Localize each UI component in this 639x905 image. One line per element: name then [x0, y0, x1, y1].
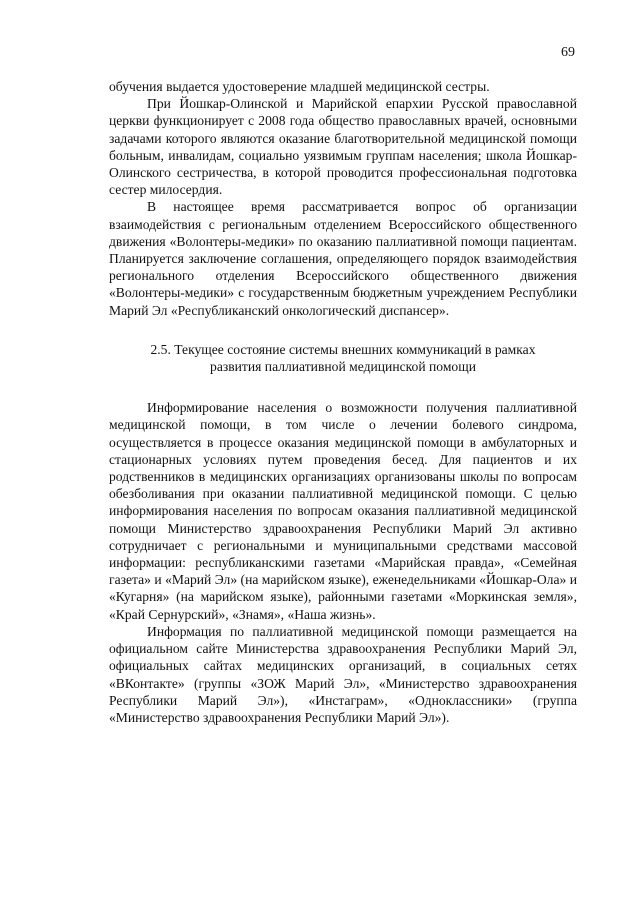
paragraph: При Йошкар-Олинской и Марийской епархии Русской православной церкви функционирует с 2008 года общество православных врачей, основными задачами которого являются оказание благотворительной медицинской помощи больным, инвалидам, социально уязвимым группам населения; школа Йошкар-Олинского сестричества, в которой проводится профессиональная подготовка сестер милосердия.	[109, 96, 577, 198]
section-heading	[109, 341, 577, 375]
paragraph: Информация по паллиативной медицинской помощи размещается на официальном сайте Министерства здравоохранения Республики Марий Эл, официальных сайтах медицинских организаций, в социальных сетях «ВКонтакте» (группы «ЗОЖ Марий Эл», «Министерство здравоохранения Республики Марий Эл»), «Инстаграм», «Одноклассники» (группа «Министерство здравоохранения Республики Марий Эл»).	[109, 623, 577, 725]
section-heading-line: 2.5. Текущее состояние системы внешних коммуникаций в рамках	[150, 341, 536, 357]
paragraph: обучения выдается удостоверение младшей медицинской сестры.	[109, 79, 490, 94]
section-heading-line: развития паллиативной медицинской помощи	[210, 359, 476, 375]
paragraph: В настоящее время рассматривается вопрос об организации взаимодействия с региональным отделением Всероссийского общественного движения «Волонтеры-медики» по оказанию паллиативной помощи пациентам. Планируется заключение соглашения, определяющего порядок взаимодействия регионального отделения Всероссийского общественного движения «Волонтеры-медики» с государственным бюджетным учреждением Республики Марий Эл «Республиканский онкологический диспансер».	[109, 199, 577, 318]
page-number: 69	[561, 45, 575, 60]
paragraph: Информирование населения о возможности получения паллиативной медицинской помощи, в том числе о лечении болевого синдрома, осуществляется в процессе оказания медицинской помощи в амбулаторных и стационарных условиях путем проведения бесед. Для пациентов и их родственников в медицинских организациях организованы школы по вопросам обезболивания при оказании паллиативной медицинской помощи. С целью информирования населения по вопросам оказания паллиативной медицинской помощи Министерство здравоохранения Республики Марий Эл активно сотрудничает с региональными и муниципальными средствами массовой информации: республиканскими газетами «Марийская правда», «Семейная газета» и «Марий Эл» (на марийском языке), еженедельниками «Йошкар-Ола» и «Кугарня» (на марийском языке), районными газетами «Моркинская земля», «Край Сернурский», «Знамя», «Наша жизнь».	[109, 400, 577, 622]
document-body	[109, 78, 577, 726]
